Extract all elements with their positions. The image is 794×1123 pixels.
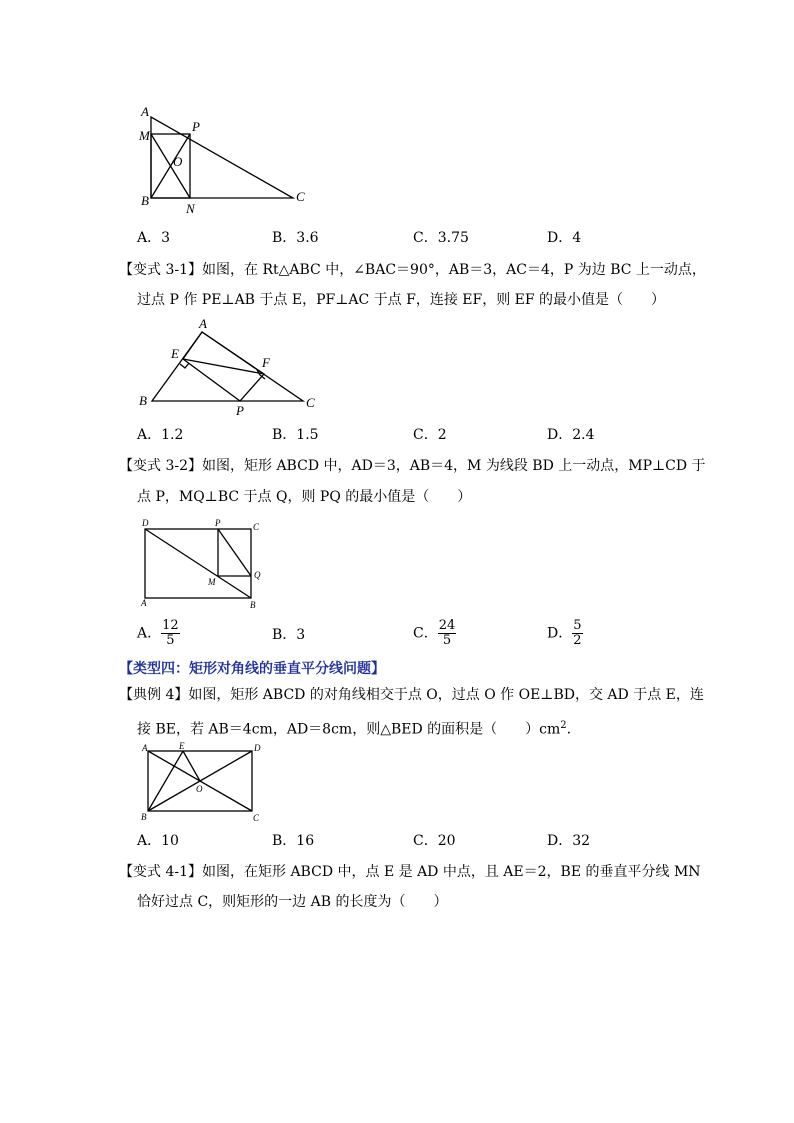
label-B: B bbox=[141, 812, 147, 822]
label-F: F bbox=[262, 355, 270, 370]
question-3-2-line2: 点 P，MQ⊥BC 于点 Q，则 PQ 的最小值是（ ） bbox=[137, 489, 472, 505]
label-D: D bbox=[254, 743, 261, 753]
denominator: 2 bbox=[573, 633, 582, 648]
question-4-1-line1 bbox=[119, 864, 701, 880]
label-P: P bbox=[236, 403, 244, 418]
option-b[interactable]: B．1.5 bbox=[272, 427, 319, 443]
numerator: 12 bbox=[162, 618, 179, 633]
question-tag: 【变式 3-2】 bbox=[119, 458, 202, 474]
label-N: N bbox=[186, 201, 195, 216]
option-prefix: A． bbox=[137, 625, 162, 642]
label-O: O bbox=[173, 154, 183, 169]
option-a[interactable]: A．10 bbox=[137, 833, 179, 849]
label-O: O bbox=[196, 784, 203, 794]
label-C: C bbox=[296, 189, 305, 204]
label-C: C bbox=[253, 813, 260, 823]
label-C: C bbox=[306, 395, 315, 410]
option-a[interactable]: A．3 bbox=[137, 230, 171, 246]
segment-be bbox=[148, 751, 183, 811]
option-b[interactable]: B．3.6 bbox=[272, 230, 319, 246]
label-M: M bbox=[208, 577, 216, 587]
question-tag: 【变式 3-1】 bbox=[119, 262, 202, 278]
option-d[interactable]: D．2.4 bbox=[547, 427, 595, 443]
label-B: B bbox=[141, 193, 149, 208]
section-heading: 【类型四：矩形对角线的垂直平分线问题】 bbox=[119, 661, 385, 677]
label-C: C bbox=[253, 522, 260, 532]
label-P: P bbox=[192, 119, 200, 134]
period: . bbox=[566, 721, 572, 738]
option-d[interactable]: D．32 bbox=[547, 833, 591, 849]
numerator: 24 bbox=[438, 618, 456, 633]
label-E: E bbox=[179, 741, 185, 751]
label-A: A bbox=[141, 598, 147, 608]
question-4-1-line2: 恰好过点 C，则矩形的一边 AB 的长度为（ ） bbox=[137, 894, 448, 910]
question-text: 如图，矩形 ABCD 的对角线相交于点 O，过点 O 作 OE⊥BD，交 AD 于点 E，连 bbox=[188, 687, 704, 703]
label-A: A bbox=[199, 316, 207, 331]
label-E: E bbox=[171, 346, 179, 361]
option-b[interactable]: B．16 bbox=[272, 833, 315, 849]
label-A: A bbox=[141, 104, 149, 119]
label-M: M bbox=[139, 128, 150, 143]
option-prefix: C． bbox=[413, 625, 438, 642]
question-text: 如图，矩形 ABCD 中，AD＝3，AB＝4，M 为线段 BD 上一动点，MP⊥CD 于 bbox=[202, 458, 706, 474]
denominator: 5 bbox=[166, 633, 175, 648]
question-tag: 【典例 4】 bbox=[119, 687, 189, 703]
option-prefix: D． bbox=[547, 625, 573, 642]
label-D: D bbox=[142, 518, 149, 528]
question-text: 接 BE，若 AB＝4cm，AD＝8cm，则△BED 的面积是（ ）cm bbox=[137, 721, 561, 738]
option-c[interactable]: C．3.75 bbox=[413, 230, 469, 246]
question-tag: 【变式 4-1】 bbox=[119, 864, 202, 880]
option-c[interactable]: C．20 bbox=[413, 833, 456, 849]
superscript: 2 bbox=[560, 720, 567, 731]
question-text: 如图，在矩形 ABCD 中，点 E 是 AD 中点，且 AE＝2，BE 的垂直平分线 MN bbox=[202, 864, 701, 880]
option-c[interactable]: C．2 bbox=[413, 427, 447, 443]
option-a[interactable]: A．1.2 bbox=[137, 427, 184, 443]
option-d[interactable]: D．4 bbox=[547, 230, 582, 246]
label-B: B bbox=[139, 393, 147, 408]
label-Q: Q bbox=[254, 570, 261, 580]
label-A: A bbox=[142, 743, 148, 753]
option-b[interactable]: B．3 bbox=[272, 627, 306, 643]
question-text: 如图，在 Rt△ABC 中，∠BAC＝90°，AB＝3，AC＝4，P 为边 BC 上一动点， bbox=[202, 262, 706, 278]
label-P: P bbox=[215, 518, 221, 528]
label-B: B bbox=[250, 600, 256, 610]
denominator: 5 bbox=[442, 633, 452, 648]
question-3-1-line2: 过点 P 作 PE⊥AB 于点 E，PF⊥AC 于点 F，连接 EF，则 EF 的最小值是（ ） bbox=[137, 292, 666, 308]
numerator: 5 bbox=[573, 618, 582, 633]
